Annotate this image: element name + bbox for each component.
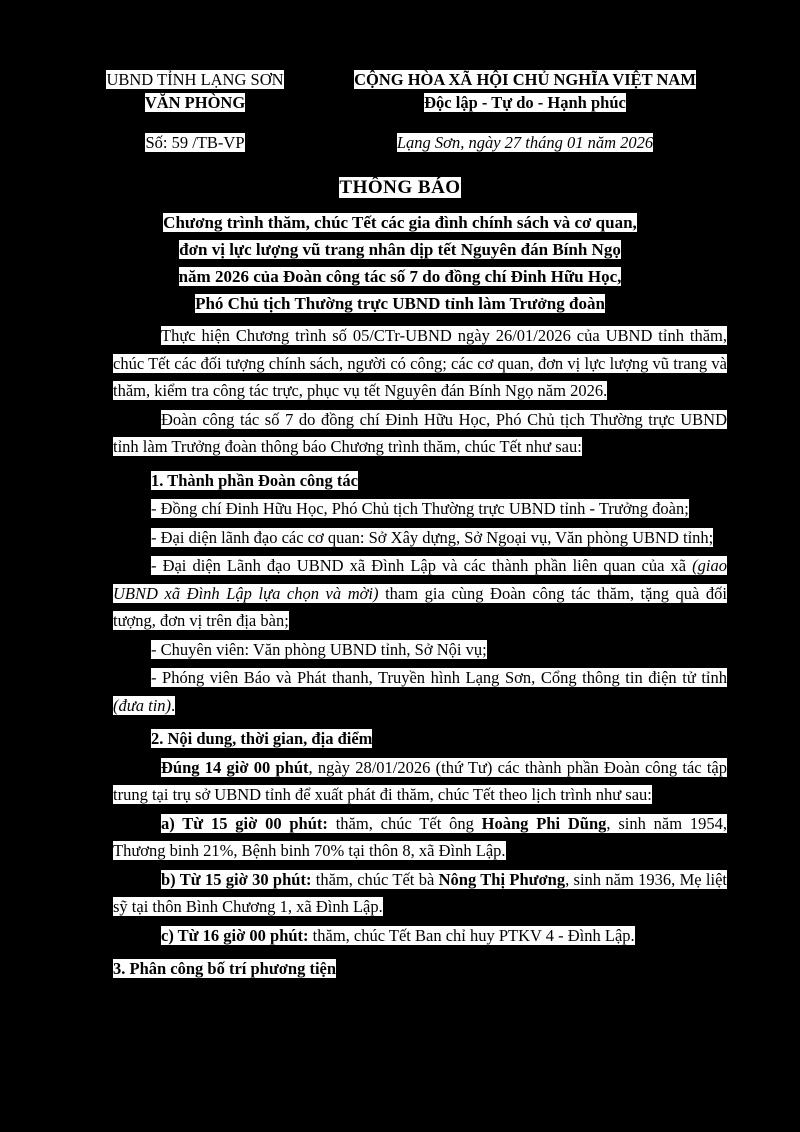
issuing-authority: [80, 68, 310, 114]
section-3-heading: [113, 955, 727, 983]
subtitle-line-4: Phó Chủ tịch Thường trực UBND tỉnh làm Trưởng đoàn: [195, 294, 605, 313]
document-header: [0, 68, 800, 114]
section-1-item-5-part-2: .: [171, 695, 176, 715]
section-2-heading-text: 2. Nội dung, thời gian, địa điểm: [151, 729, 373, 748]
schedule-item-a: [113, 810, 727, 865]
schedule-item-b-text-1: thăm, chúc Tết bà: [311, 869, 439, 889]
schedule-item-a-person: Hoàng Phi Dũng: [481, 813, 607, 833]
section-1-item-3-part-2: tham gia cùng Đoàn công tác thăm, tặng quà đối tượng, đơn vị trên địa bàn;: [113, 583, 728, 630]
section-1-item-1-text: - Đồng chí Đinh Hữu Học, Phó Chủ tịch Thường trực UBND tỉnh - Trưởng đoàn;: [151, 499, 689, 518]
section-1-heading: [113, 467, 727, 495]
section-3-heading-text: 3. Phân công bố trí phương tiện: [113, 959, 337, 978]
schedule-item-c-time: c) Từ 16 giờ 00 phút:: [161, 925, 309, 945]
country-name: CỘNG HÒA XÃ HỘI CHỦ NGHĨA VIỆT NAM: [354, 70, 696, 89]
schedule-item-a-text-1: thăm, chúc Tết ông: [327, 813, 482, 833]
section-1-item-4-text: - Chuyên viên: Văn phòng UBND tỉnh, Sở Nội vụ;: [151, 639, 487, 659]
schedule-item-c: [113, 922, 727, 950]
issuing-authority-line2: VĂN PHÒNG: [144, 93, 246, 112]
paragraph-intro-2-text: Đoàn công tác số 7 do đồng chí Đinh Hữu Học, Phó Chủ tịch Thường trực UBND tỉnh làm Trưởng đoàn thông báo Chương trình thăm, chúc Tết như sau:: [113, 409, 727, 456]
document-meta-row: [0, 133, 800, 153]
paragraph-intro-1-text: Thực hiện Chương trình số 05/CTr-UBND ngày 26/01/2026 của UBND tỉnh thăm, chúc Tết các đối tượng chính sách, người có công; các cơ quan, đơn vị lực lượng vũ trang và thăm, kiểm tra công tác trực, phục vụ tết Nguyên đán Bính Ngọ năm 2026.: [113, 326, 727, 400]
section-2-heading: [113, 725, 727, 753]
schedule-item-a-text-2: , sinh năm 1954, Thương binh 21%, Bệnh binh 70% tại thôn 8, xã Đình Lập.: [113, 813, 728, 860]
document-type-title-text: THÔNG BÁO: [339, 177, 461, 198]
document-type-title: [100, 175, 700, 201]
section-1-heading-text: 1. Thành phần Đoàn công tác: [151, 470, 358, 490]
section-2-intro-time: Đúng 14 giờ 00 phút: [161, 757, 309, 777]
national-motto: Độc lập - Tự do - Hạnh phúc: [424, 93, 626, 112]
section-1-item-3-part-1: - Đại diện Lãnh đạo UBND xã Đình Lập và các thành phần liên quan của xã: [151, 556, 693, 575]
issuing-authority-line1: UBND TỈNH LẠNG SƠN: [106, 70, 284, 89]
paragraph-intro-2: [113, 406, 727, 461]
schedule-item-c-text: thăm, chúc Tết Ban chỉ huy PTKV 4 - Đình Lập.: [308, 925, 635, 945]
document-number: Số: 59 /TB-VP: [145, 133, 245, 152]
national-heading: [330, 68, 720, 114]
schedule-item-b-text-2: , sinh năm 1936, Mẹ liệt sỹ tại thôn Bình Chương 1, xã Đình Lập.: [113, 869, 727, 916]
schedule-item-b-time: b) Từ 15 giờ 30 phút:: [161, 869, 312, 889]
subtitle-line-3: năm 2026 của Đoàn công tác số 7 do đồng chí Đinh Hữu Học,: [178, 267, 622, 286]
section-2-intro: [113, 754, 727, 809]
place-and-date: Lạng Sơn, ngày 27 tháng 01 năm 2026: [396, 133, 654, 152]
section-1-item-1: [113, 495, 727, 523]
section-2-intro-rest: , ngày 28/01/2026 (thứ Tư) các thành phần Đoàn công tác tập trung tại trụ sở UBND tỉnh để xuất phát đi thăm, chúc Tết theo lịch trình như sau:: [113, 757, 728, 804]
schedule-item-b-person: Nông Thị Phương: [438, 869, 566, 889]
document-number-block: [80, 133, 310, 153]
section-1-item-5-note: (đưa tin): [113, 695, 172, 715]
subtitle-line-1: Chương trình thăm, chúc Tết các gia đình chính sách và cơ quan,: [163, 213, 637, 232]
section-1-item-5-part-1: - Phóng viên Báo và Phát thanh, Truyền hình Lạng Sơn, Cổng thông tin điện tử tỉnh: [151, 668, 727, 687]
schedule-item-b: [113, 866, 727, 921]
section-1-item-4: [113, 636, 727, 664]
section-1-item-2: [113, 524, 727, 552]
document-subtitle: [100, 209, 700, 317]
section-1-item-3-note: (giao UBND xã Đình Lập lựa chọn và mời): [113, 556, 727, 603]
document-body: [113, 322, 727, 984]
place-date-block: [330, 133, 720, 153]
section-1-item-5: [113, 664, 727, 719]
section-1-item-2-text: - Đại diện lãnh đạo các cơ quan: Sở Xây dựng, Sở Ngoại vụ, Văn phòng UBND tỉnh;: [151, 527, 714, 547]
title-block: [100, 175, 700, 317]
schedule-item-a-time: a) Từ 15 giờ 00 phút:: [161, 813, 328, 833]
paragraph-intro-1: [113, 322, 727, 405]
subtitle-line-2: đơn vị lực lượng vũ trang nhân dịp tết Nguyên đán Bính Ngọ: [179, 240, 621, 259]
section-1-item-3: [113, 552, 727, 635]
